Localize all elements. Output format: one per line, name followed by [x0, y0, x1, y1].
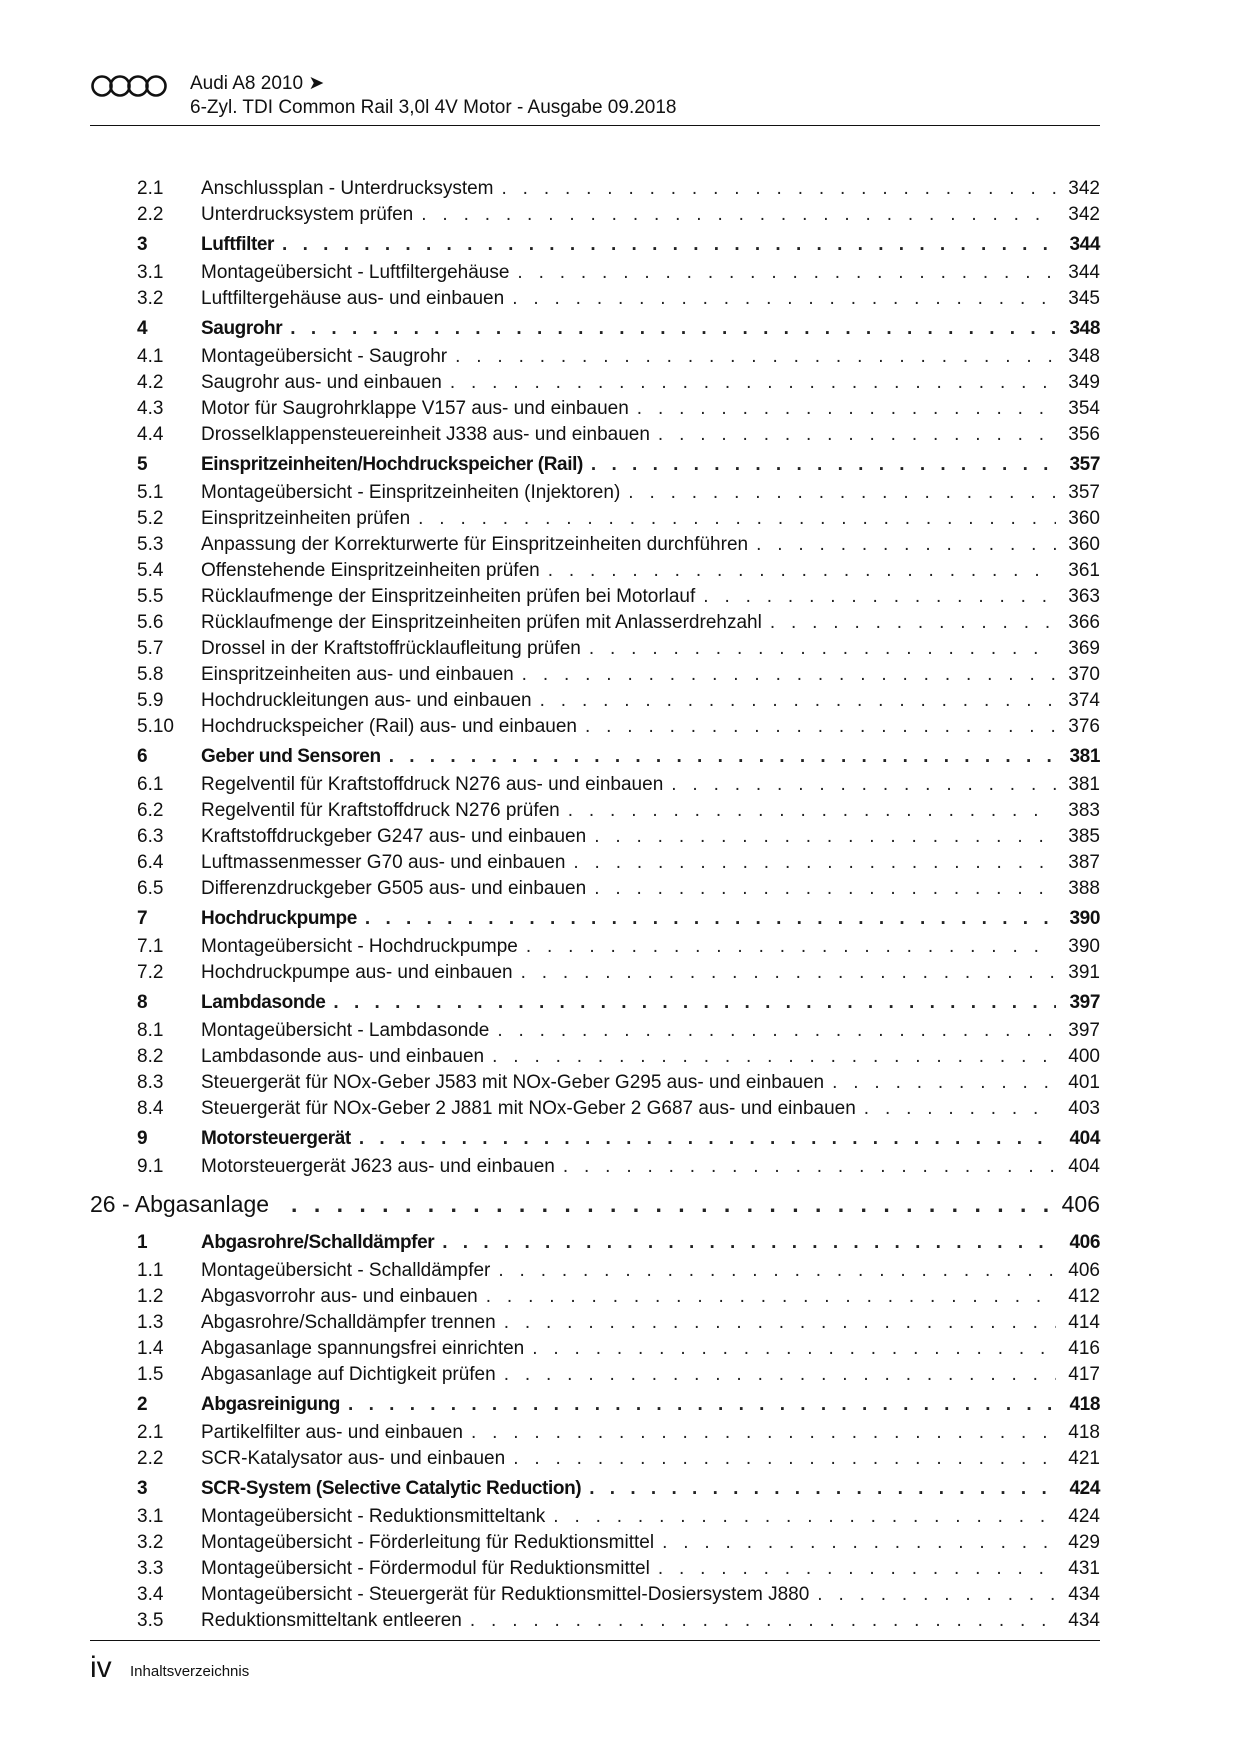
- dot-leader: [540, 688, 1056, 714]
- dot-leader: [389, 742, 1056, 772]
- toc-entry[interactable]: [90, 610, 1100, 636]
- dot-leader: [637, 396, 1056, 422]
- toc-entry-number: 2: [137, 1394, 148, 1415]
- toc-entry-title: Montageübersicht - Förderleitung für Reduktionsmittel: [201, 1532, 655, 1553]
- toc-entry-number: 3.1: [137, 262, 164, 283]
- toc-entry-number: 5: [137, 454, 148, 475]
- dot-leader: [671, 772, 1056, 798]
- toc-entry-title: Rücklaufmenge der Einspritzeinheiten prüfen mit Anlasserdrehzahl: [201, 612, 762, 633]
- toc-entry[interactable]: [90, 1336, 1100, 1362]
- dot-leader: [498, 1258, 1056, 1284]
- toc-entry-page: 357: [1068, 482, 1100, 503]
- toc-entry-number: 2.2: [137, 204, 164, 225]
- toc-entry[interactable]: [90, 396, 1100, 422]
- toc-entry[interactable]: [90, 1582, 1100, 1608]
- page-number: iv: [90, 1651, 112, 1684]
- toc-entry[interactable]: [90, 1530, 1100, 1556]
- toc-entry-number: 3: [137, 234, 148, 255]
- toc-entry-title: Montageübersicht - Reduktionsmitteltank: [201, 1506, 546, 1527]
- toc-entry-number: 1.1: [137, 1260, 164, 1281]
- toc-entry-number: 8.4: [137, 1098, 164, 1119]
- toc-entry-number: 3: [137, 1478, 148, 1499]
- toc-entry-number: 9: [137, 1128, 148, 1149]
- dot-leader: [658, 1556, 1056, 1582]
- toc-entry-page: 401: [1068, 1072, 1100, 1093]
- toc-entry-page: 388: [1068, 878, 1100, 899]
- toc-entry-page: 342: [1068, 204, 1100, 225]
- toc-entry-number: 7.2: [137, 962, 164, 983]
- toc-chapter[interactable]: [90, 1124, 1100, 1154]
- toc-entry-number: 5.1: [137, 482, 164, 503]
- header-divider: [90, 125, 1100, 126]
- toc-entry-title: Lambdasonde: [201, 992, 326, 1013]
- toc-entry-title: SCR-Katalysator aus- und einbauen: [201, 1448, 506, 1469]
- toc-entry-page: 404: [1069, 1128, 1100, 1149]
- toc-entry-page: 376: [1068, 716, 1100, 737]
- toc-entry-page: 363: [1068, 586, 1100, 607]
- toc-chapter[interactable]: [90, 904, 1100, 934]
- toc-entry-title: Montageübersicht - Lambdasonde: [201, 1020, 490, 1041]
- toc-entry[interactable]: [90, 1044, 1100, 1070]
- toc-entry-page: 403: [1068, 1098, 1100, 1119]
- toc-entry-page: 349: [1068, 372, 1100, 393]
- toc-entry-number: 5.4: [137, 560, 164, 581]
- toc-entry-title: Luftmassenmesser G70 aus- und einbauen: [201, 852, 566, 873]
- toc-entry-number: 8.1: [137, 1020, 164, 1041]
- toc-entry-title: Einspritzeinheiten aus- und einbauen: [201, 664, 514, 685]
- toc-entry-page: 361: [1068, 560, 1100, 581]
- toc-entry[interactable]: [90, 1362, 1100, 1388]
- dot-leader: [548, 558, 1056, 584]
- dot-leader: [517, 260, 1056, 286]
- toc-entry-page: 418: [1069, 1394, 1100, 1415]
- toc-entry-page: 356: [1068, 424, 1100, 445]
- footer-divider: [90, 1640, 1100, 1641]
- dot-leader: [573, 850, 1056, 876]
- toc-entry-number: 9.1: [137, 1156, 164, 1177]
- toc-chapter[interactable]: [90, 988, 1100, 1018]
- toc-entry-page: 406: [1068, 1260, 1100, 1281]
- toc-entry-number: 1.2: [137, 1286, 164, 1307]
- toc-entry-page: 383: [1068, 800, 1100, 821]
- toc-entry[interactable]: [90, 824, 1100, 850]
- toc-entry-number: 5.10: [137, 716, 174, 737]
- toc-entry-number: 5.3: [137, 534, 164, 555]
- toc-entry-page: 416: [1068, 1338, 1100, 1359]
- toc-entry-page: 369: [1068, 638, 1100, 659]
- toc-entry-page: 381: [1068, 774, 1100, 795]
- toc-entry-title: Saugrohr aus- und einbauen: [201, 372, 442, 393]
- toc-entry-page: 374: [1068, 690, 1100, 711]
- toc-entry-page: 345: [1068, 288, 1100, 309]
- toc-entry-page: 342: [1068, 178, 1100, 199]
- toc-chapter[interactable]: [90, 742, 1100, 772]
- toc-entry-page: 424: [1069, 1478, 1100, 1499]
- toc-entry[interactable]: [90, 344, 1100, 370]
- audi-rings-icon: [90, 74, 170, 98]
- dot-leader: [497, 1018, 1056, 1044]
- toc-entry-title: Steuergerät für NOx-Geber 2 J881 mit NOx-Geber 2 G687 aus- und einbauen: [201, 1098, 856, 1119]
- toc-entry-title: Drosselklappensteuereinheit J338 aus- und einbauen: [201, 424, 650, 445]
- toc-entry[interactable]: [90, 772, 1100, 798]
- toc-entry[interactable]: [90, 1154, 1100, 1180]
- dot-leader: [291, 1182, 1056, 1226]
- toc-entry-title: Montageübersicht - Saugrohr: [201, 346, 448, 367]
- toc-entry-number: 1.4: [137, 1338, 164, 1359]
- dot-leader: [553, 1504, 1056, 1530]
- dot-leader: [526, 934, 1056, 960]
- toc-entry-number: 2.1: [137, 178, 164, 199]
- toc-entry-number: 4.2: [137, 372, 164, 393]
- toc-entry-page: 390: [1069, 908, 1100, 929]
- toc-entry-number: 3.1: [137, 1506, 164, 1527]
- toc-entry[interactable]: [90, 370, 1100, 396]
- dot-leader: [421, 202, 1056, 228]
- manual-subtitle: 6-Zyl. TDI Common Rail 3,0l 4V Motor - Ausgabe 09.2018: [190, 97, 677, 118]
- toc-chapter[interactable]: [90, 314, 1100, 344]
- vehicle-title: Audi A8 2010 ➤: [190, 73, 325, 94]
- toc-entry-title: Regelventil für Kraftstoffdruck N276 aus- und einbauen: [201, 774, 664, 795]
- dot-leader: [756, 532, 1056, 558]
- toc-entry-number: 4.3: [137, 398, 164, 419]
- dot-leader: [532, 1336, 1056, 1362]
- toc-entry-number: 3.4: [137, 1584, 164, 1605]
- dot-leader: [359, 1124, 1056, 1154]
- toc-entry[interactable]: [90, 584, 1100, 610]
- toc-entry-number: 6.1: [137, 774, 164, 795]
- toc-entry-page: 406: [1069, 1232, 1100, 1253]
- dot-leader: [492, 1044, 1056, 1070]
- toc-entry-page: 391: [1068, 962, 1100, 983]
- toc-entry-page: 418: [1068, 1422, 1100, 1443]
- dot-leader: [662, 1530, 1056, 1556]
- toc-entry-page: 348: [1068, 346, 1100, 367]
- toc-entry[interactable]: [90, 850, 1100, 876]
- toc-entry[interactable]: [90, 1446, 1100, 1472]
- toc-entry[interactable]: [90, 1310, 1100, 1336]
- toc-entry-number: 5.2: [137, 508, 164, 529]
- toc-entry[interactable]: [90, 1284, 1100, 1310]
- toc-entry-page: 421: [1068, 1448, 1100, 1469]
- toc-entry-title: Lambdasonde aus- und einbauen: [201, 1046, 485, 1067]
- toc-entry-page: 431: [1068, 1558, 1100, 1579]
- toc-entry-number: 2.1: [137, 1422, 164, 1443]
- toc-entry-number: 5.8: [137, 664, 164, 685]
- toc-entry-title: Saugrohr: [201, 318, 283, 339]
- dot-leader: [658, 422, 1056, 448]
- toc-section[interactable]: [90, 1182, 1100, 1226]
- toc-entry[interactable]: [90, 876, 1100, 902]
- toc-entry-title: Montageübersicht - Fördermodul für Reduktionsmittel: [201, 1558, 650, 1579]
- toc-entry-title: Drossel in der Kraftstoffrücklaufleitung prüfen: [201, 638, 581, 659]
- toc-entry-page: 434: [1068, 1610, 1100, 1631]
- dot-leader: [589, 636, 1056, 662]
- toc-entry-title: Abgasanlage spannungsfrei einrichten: [201, 1338, 525, 1359]
- dot-leader: [521, 960, 1056, 986]
- toc-entry-number: 4.4: [137, 424, 164, 445]
- dot-leader: [486, 1284, 1056, 1310]
- toc-entry-title: Abgasvorrohr aus- und einbauen: [201, 1286, 478, 1307]
- footer-label: Inhaltsverzeichnis: [130, 1663, 250, 1680]
- toc-entry-page: 381: [1069, 746, 1100, 767]
- toc-chapter[interactable]: [90, 230, 1100, 260]
- toc-entry-number: 5.7: [137, 638, 164, 659]
- toc-entry-title: Motorsteuergerät: [201, 1128, 351, 1149]
- toc-entry[interactable]: [90, 934, 1100, 960]
- toc-entry-number: 6.5: [137, 878, 164, 899]
- dot-leader: [585, 714, 1056, 740]
- toc-entry-title: Partikelfilter aus- und einbauen: [201, 1422, 463, 1443]
- toc-entry[interactable]: [90, 636, 1100, 662]
- toc-entry-title: Regelventil für Kraftstoffdruck N276 prüfen: [201, 800, 560, 821]
- toc-entry-title: Abgasrohre/Schalldämpfer: [201, 1232, 435, 1253]
- dot-leader: [594, 824, 1056, 850]
- toc-entry-title: Motor für Saugrohrklappe V157 aus- und einbauen: [201, 398, 629, 419]
- toc-entry[interactable]: [90, 1420, 1100, 1446]
- toc-entry-number: 3.5: [137, 1610, 164, 1631]
- toc-entry-title: Geber und Sensoren: [201, 746, 381, 767]
- toc-entry-page: 404: [1068, 1156, 1100, 1177]
- toc-entry-page: 366: [1068, 612, 1100, 633]
- toc-entry-page: 370: [1068, 664, 1100, 685]
- toc-entry-title: Einspritzeinheiten/Hochdruckspeicher (Rail): [201, 454, 583, 475]
- toc-entry-page: 344: [1069, 234, 1100, 255]
- page-header: [90, 70, 1100, 126]
- dot-leader: [628, 480, 1056, 506]
- toc-entry[interactable]: [90, 558, 1100, 584]
- toc-entry-number: 6.2: [137, 800, 164, 821]
- toc-entry-title: Rücklaufmenge der Einspritzeinheiten prüfen bei Motorlauf: [201, 586, 696, 607]
- dot-leader: [504, 1362, 1056, 1388]
- dot-leader: [418, 506, 1056, 532]
- toc-entry-title: Differenzdruckgeber G505 aus- und einbauen: [201, 878, 587, 899]
- toc-entry-title: Kraftstoffdruckgeber G247 aus- und einbauen: [201, 826, 587, 847]
- toc-entry-page: 406: [1061, 1191, 1100, 1217]
- toc-entry-number: 7: [137, 908, 148, 929]
- toc-entry-title: Hochdruckspeicher (Rail) aus- und einbauen: [201, 716, 577, 737]
- toc-entry-page: 354: [1068, 398, 1100, 419]
- dot-leader: [591, 450, 1056, 480]
- dot-leader: [348, 1390, 1056, 1420]
- dot-leader: [282, 230, 1056, 260]
- toc-chapter[interactable]: [90, 450, 1100, 480]
- dot-leader: [513, 1446, 1056, 1472]
- toc-entry-number: 8: [137, 992, 148, 1013]
- toc-entry[interactable]: [90, 286, 1100, 312]
- toc-entry[interactable]: [90, 960, 1100, 986]
- dot-leader: [817, 1582, 1056, 1608]
- toc-entry[interactable]: [90, 532, 1100, 558]
- toc-entry-title: 26 - Abgasanlage: [90, 1191, 270, 1217]
- toc-entry-title: Motorsteuergerät J623 aus- und einbauen: [201, 1156, 555, 1177]
- dot-leader: [563, 1154, 1056, 1180]
- toc-entry-title: Einspritzeinheiten prüfen: [201, 508, 411, 529]
- dot-leader: [455, 344, 1056, 370]
- toc-entry-title: Unterdrucksystem prüfen: [201, 204, 414, 225]
- dot-leader: [471, 1420, 1056, 1446]
- toc-entry-page: 344: [1068, 262, 1100, 283]
- toc-entry[interactable]: [90, 1504, 1100, 1530]
- toc-entry-page: 434: [1068, 1584, 1100, 1605]
- dot-leader: [333, 988, 1056, 1018]
- toc-entry-title: Reduktionsmitteltank entleeren: [201, 1610, 462, 1631]
- toc-chapter[interactable]: [90, 1474, 1100, 1504]
- toc-entry-title: Luftfilter: [201, 234, 275, 255]
- toc-entry-number: 8.2: [137, 1046, 164, 1067]
- toc-entry[interactable]: [90, 798, 1100, 824]
- toc-entry[interactable]: [90, 1608, 1100, 1634]
- toc-entry-page: 429: [1068, 1532, 1100, 1553]
- dot-leader: [512, 286, 1056, 312]
- toc-entry-number: 2.2: [137, 1448, 164, 1469]
- toc-entry-title: Anschlussplan - Unterdrucksystem: [201, 178, 494, 199]
- toc-entry-page: 387: [1068, 852, 1100, 873]
- toc-entry-title: Abgasrohre/Schalldämpfer trennen: [201, 1312, 496, 1333]
- toc-entry-title: Anpassung der Korrekturwerte für Einspritzeinheiten durchführen: [201, 534, 749, 555]
- toc-entry-title: Steuergerät für NOx-Geber J583 mit NOx-Geber G295 aus- und einbauen: [201, 1072, 825, 1093]
- toc-entry-number: 1: [137, 1232, 148, 1253]
- dot-leader: [290, 314, 1056, 344]
- toc-entry-number: 4: [137, 318, 148, 339]
- toc-entry[interactable]: [90, 1018, 1100, 1044]
- toc-entry-number: 5.5: [137, 586, 164, 607]
- toc-entry-title: SCR-System (Selective Catalytic Reduction): [201, 1478, 582, 1499]
- toc-entry[interactable]: [90, 202, 1100, 228]
- dot-leader: [504, 1310, 1056, 1336]
- toc-entry-number: 1.3: [137, 1312, 164, 1333]
- toc-entry-number: 3.2: [137, 1532, 164, 1553]
- toc-entry[interactable]: [90, 480, 1100, 506]
- toc-entry-page: 390: [1068, 936, 1100, 957]
- toc-entry-title: Montageübersicht - Hochdruckpumpe: [201, 936, 518, 957]
- toc-entry-page: 360: [1068, 508, 1100, 529]
- toc-entry-number: 5.9: [137, 690, 164, 711]
- toc-entry[interactable]: [90, 176, 1100, 202]
- toc-entry-title: Abgasreinigung: [201, 1394, 341, 1415]
- toc-entry-number: 3.2: [137, 288, 164, 309]
- toc-entry[interactable]: [90, 1096, 1100, 1122]
- toc-entry[interactable]: [90, 1070, 1100, 1096]
- toc-entry-title: Montageübersicht - Einspritzeinheiten (Injektoren): [201, 482, 621, 503]
- toc-entry-page: 412: [1068, 1286, 1100, 1307]
- toc-entry-number: 5.6: [137, 612, 164, 633]
- toc-entry-page: 360: [1068, 534, 1100, 555]
- toc-entry-number: 6.3: [137, 826, 164, 847]
- dot-leader: [864, 1096, 1056, 1122]
- toc-entry-page: 424: [1068, 1506, 1100, 1527]
- toc-entry-number: 8.3: [137, 1072, 164, 1093]
- dot-leader: [502, 176, 1057, 202]
- toc-entry[interactable]: [90, 688, 1100, 714]
- dot-leader: [703, 584, 1056, 610]
- table-of-contents: [90, 176, 1100, 1634]
- toc-entry-title: Montageübersicht - Luftfiltergehäuse: [201, 262, 510, 283]
- toc-entry-page: 417: [1068, 1364, 1100, 1385]
- dot-leader: [770, 610, 1056, 636]
- dot-leader: [442, 1228, 1056, 1258]
- toc-chapter[interactable]: [90, 1390, 1100, 1420]
- dot-leader: [589, 1474, 1056, 1504]
- toc-entry-page: 400: [1068, 1046, 1100, 1067]
- toc-entry-number: 7.1: [137, 936, 164, 957]
- toc-entry-page: 414: [1068, 1312, 1100, 1333]
- toc-entry-title: Hochdruckleitungen aus- und einbauen: [201, 690, 532, 711]
- toc-entry-title: Offenstehende Einspritzeinheiten prüfen: [201, 560, 540, 581]
- toc-entry-title: Montageübersicht - Steuergerät für Reduktionsmittel-Dosiersystem J880: [201, 1584, 810, 1605]
- toc-entry-title: Hochdruckpumpe aus- und einbauen: [201, 962, 513, 983]
- toc-entry[interactable]: [90, 1258, 1100, 1284]
- toc-entry-number: 6.4: [137, 852, 164, 873]
- toc-entry[interactable]: [90, 260, 1100, 286]
- dot-leader: [450, 370, 1056, 396]
- dot-leader: [522, 662, 1056, 688]
- toc-entry-number: 3.3: [137, 1558, 164, 1579]
- toc-entry-page: 385: [1068, 826, 1100, 847]
- toc-chapter[interactable]: [90, 1228, 1100, 1258]
- toc-entry-number: 4.1: [137, 346, 164, 367]
- dot-leader: [832, 1070, 1056, 1096]
- dot-leader: [470, 1608, 1056, 1634]
- toc-entry[interactable]: [90, 662, 1100, 688]
- toc-entry-number: 1.5: [137, 1364, 164, 1385]
- toc-entry-title: Luftfiltergehäuse aus- und einbauen: [201, 288, 505, 309]
- toc-entry[interactable]: [90, 1556, 1100, 1582]
- toc-entry-page: 397: [1069, 992, 1100, 1013]
- toc-entry-number: 6: [137, 746, 148, 767]
- toc-entry-page: 397: [1068, 1020, 1100, 1041]
- toc-entry[interactable]: [90, 506, 1100, 532]
- dot-leader: [568, 798, 1056, 824]
- toc-entry-page: 348: [1069, 318, 1100, 339]
- toc-entry[interactable]: [90, 422, 1100, 448]
- toc-entry-title: Abgasanlage auf Dichtigkeit prüfen: [201, 1364, 496, 1385]
- toc-entry-title: Montageübersicht - Schalldämpfer: [201, 1260, 491, 1281]
- toc-entry-page: 357: [1069, 454, 1100, 475]
- dot-leader: [594, 876, 1056, 902]
- toc-entry-title: Hochdruckpumpe: [201, 908, 357, 929]
- toc-entry[interactable]: [90, 714, 1100, 740]
- dot-leader: [365, 904, 1056, 934]
